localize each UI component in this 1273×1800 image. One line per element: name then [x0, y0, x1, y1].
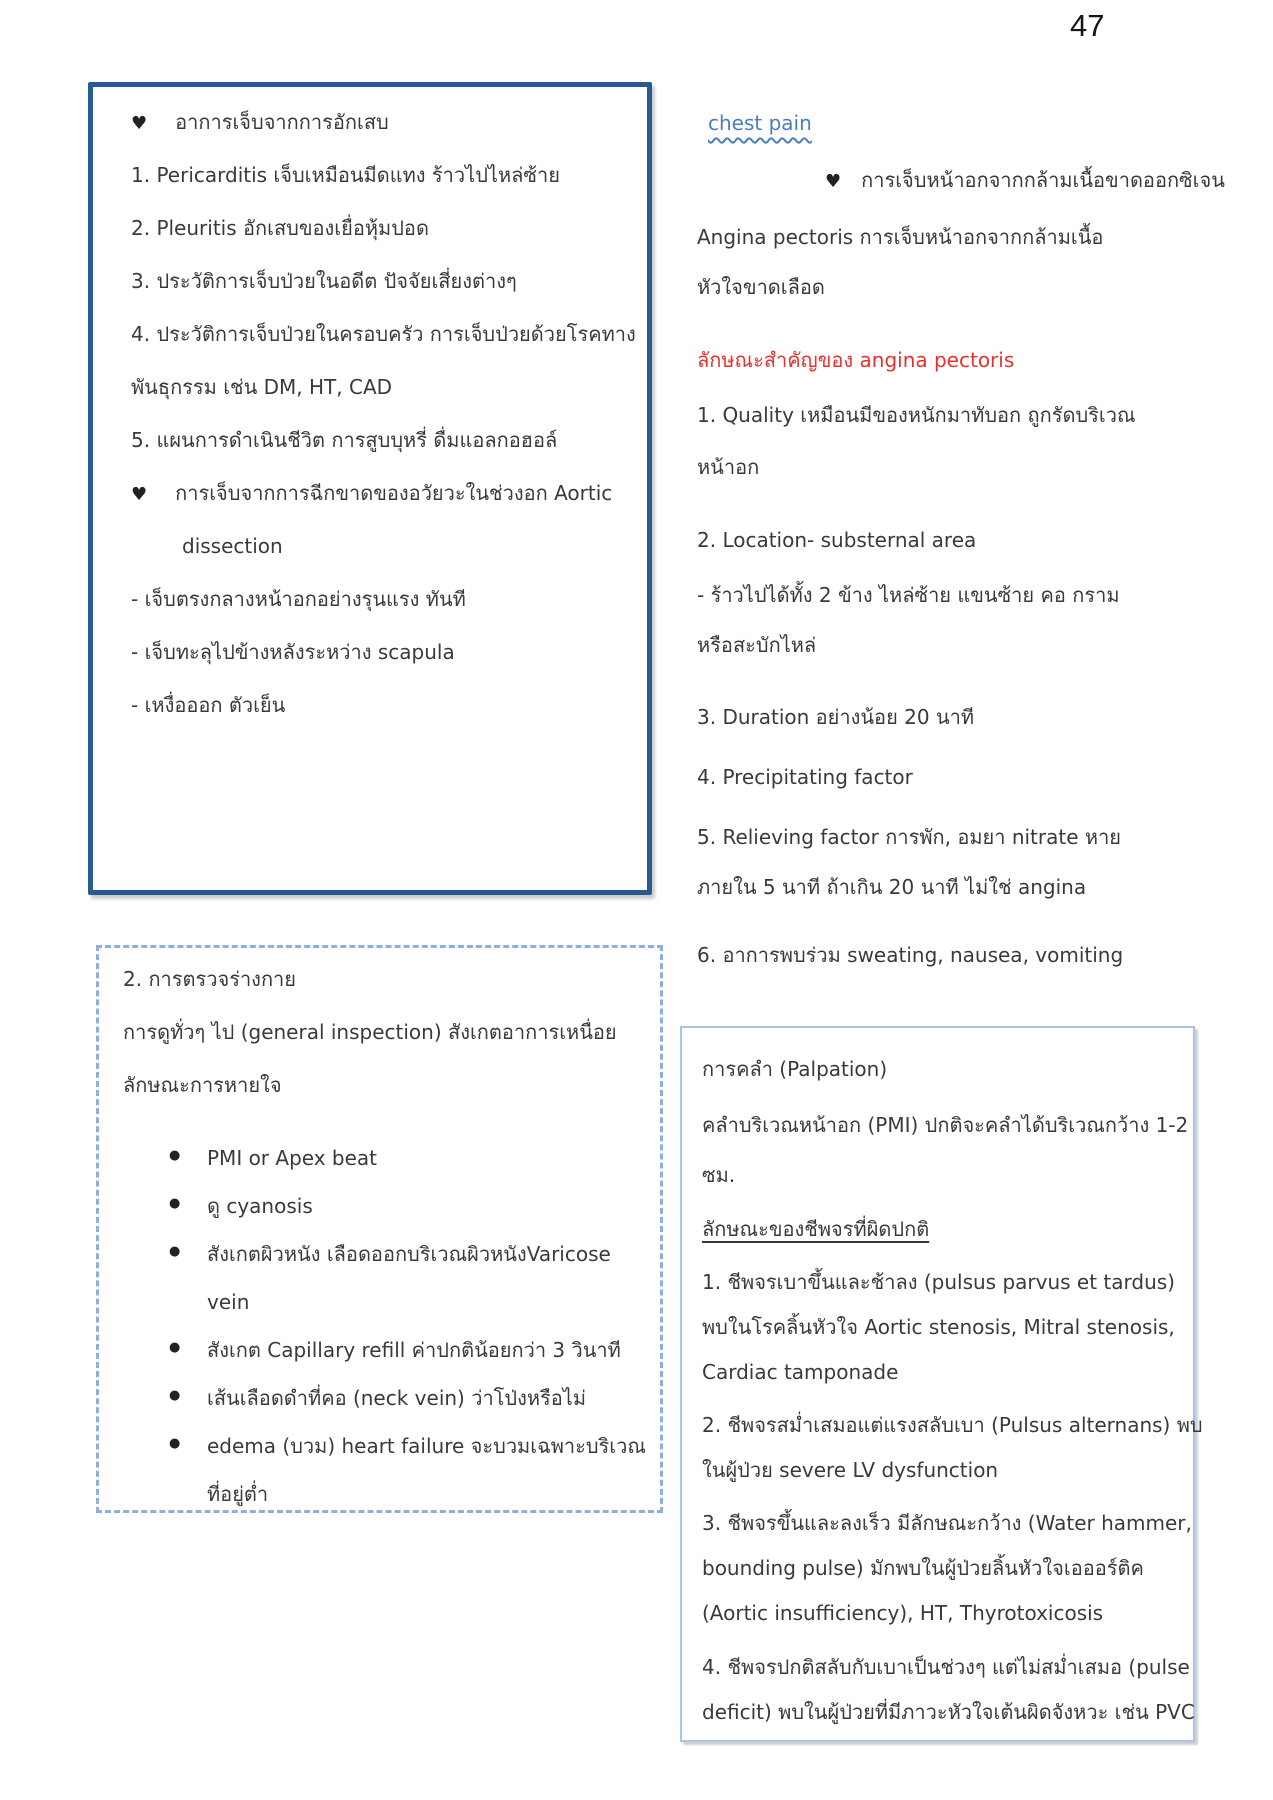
list-item-text: เส้นเลือดดำที่คอ (neck vein) ว่าโป่งหรือไม่: [207, 1386, 587, 1410]
text-line: 2. Location- substernal area: [697, 528, 977, 552]
list-item: [123, 1431, 654, 1479]
list-item: [123, 1143, 654, 1191]
list-item-text: PMI or Apex beat: [207, 1146, 378, 1170]
heart-bullet-line: [825, 165, 1225, 197]
list-item: [123, 1239, 654, 1287]
text-line: หรือสะบักไหล่: [697, 633, 817, 657]
text-line: dissection: [182, 534, 283, 558]
physical-exam-box: [96, 945, 663, 1513]
list-item-continuation: vein: [207, 1290, 250, 1314]
heart-bullet-icon: ♥: [131, 113, 148, 134]
text-line: พันธุกรรม เช่น DM, HT, CAD: [131, 375, 393, 399]
inflammation-pain-box: [88, 82, 652, 895]
text-line: 4. Precipitating factor: [697, 765, 913, 789]
text-line: ในผู้ป่วย severe LV dysfunction: [702, 1458, 999, 1482]
text-line: (Aortic insufficiency), HT, Thyrotoxicosis: [702, 1601, 1104, 1625]
text-line: หัวใจขาดเลือด: [697, 275, 825, 299]
text-line: - เหงื่อออก ตัวเย็น: [131, 693, 286, 717]
heart-bullet-icon: ♥: [131, 484, 148, 505]
text-line: 4. ประวัติการเจ็บป่วยในครอบครัว การเจ็บป่วยด้วยโรคทาง: [131, 322, 636, 346]
text-line: Angina pectoris การเจ็บหน้าอกจากกล้ามเนื้อ: [697, 225, 1104, 249]
palpation-title: การคลำ (Palpation): [702, 1057, 888, 1081]
text-line: 2. ชีพจรสม่ำเสมอแต่แรงสลับเบา (Pulsus alternans) พบ: [702, 1413, 1203, 1437]
text-line: คลำบริเวณหน้าอก (PMI) ปกติจะคลำได้บริเวณกว้าง 1-2: [702, 1113, 1189, 1137]
angina-heading: ลักษณะสำคัญของ angina pectoris: [697, 348, 1015, 372]
list-item: [123, 1191, 654, 1239]
bullet-icon: ●: [169, 1196, 181, 1211]
text-line: 1. Quality เหมือนมีของหนักมาทับอก ถูกรัดบริเวณ: [697, 403, 1136, 427]
box-heading-text: อาการเจ็บจากการอักเสบ: [175, 110, 389, 134]
text-line: bounding pulse) มักพบในผู้ป่วยลิ้นหัวใจเอออร์ติค: [702, 1556, 1144, 1580]
list-item-text: ดู cyanosis: [207, 1194, 313, 1218]
list-item-text: สังเกตผิวหนัง เลือดออกบริเวณผิวหนังVaricose: [207, 1242, 611, 1266]
bullet-icon: ●: [169, 1388, 181, 1403]
text-line: 4. ชีพจรปกติสลับกับเบาเป็นช่วงๆ แต่ไม่สม่ำเสมอ (pulse: [702, 1655, 1190, 1679]
text-line: การดูทั่วๆ ไป (general inspection) สังเกตอาการเหนื่อย: [123, 1020, 617, 1044]
palpation-box: [680, 1026, 1203, 1742]
bullet-icon: ●: [169, 1244, 181, 1259]
chest-pain-link[interactable]: chest pain: [708, 111, 812, 135]
text-line: - ร้าวไปได้ทั้ง 2 ข้าง ไหล่ซ้าย แขนซ้าย คอ กราม: [697, 583, 1120, 607]
bullet-icon: ●: [169, 1340, 181, 1355]
abnormal-pulse-subheading: ลักษณะของชีพจรที่ผิดปกติ: [702, 1217, 930, 1241]
text-line: 2. Pleuritis อักเสบของเยื่อหุ้มปอด: [131, 216, 429, 240]
bullet-icon: ●: [169, 1148, 181, 1163]
text-line: 3. Duration อย่างน้อย 20 นาที: [697, 705, 975, 729]
text-line: deficit) พบในผู้ป่วยที่มีภาวะหัวใจเต้นผิดจังหวะ เช่น PVC: [702, 1700, 1195, 1724]
text-line: 5. Relieving factor การพัก, อมยา nitrate หาย: [697, 825, 1122, 849]
heart-bullet-icon: ♥: [825, 171, 842, 192]
text-line: 6. อาการพบร่วม sweating, nausea, vomiting: [697, 943, 1124, 967]
list-item: [123, 1335, 654, 1383]
list-item-text: สังเกต Capillary refill ค่าปกติน้อยกว่า 3 วินาที: [207, 1338, 621, 1362]
text-line: 3. ชีพจรขึ้นและลงเร็ว มีลักษณะกว้าง (Water hammer,: [702, 1511, 1192, 1535]
text-line: พบในโรคลิ้นหัวใจ Aortic stenosis, Mitral stenosis,: [702, 1315, 1175, 1339]
text-line: - เจ็บตรงกลางหน้าอกอย่างรุนแรง ทันที: [131, 587, 466, 611]
box-subheading: [131, 478, 639, 531]
page-number: 47: [1070, 8, 1105, 43]
list-item: [123, 1383, 654, 1431]
section-title: 2. การตรวจร่างกาย: [123, 967, 296, 991]
text-line: ลักษณะการหายใจ: [123, 1073, 282, 1097]
text-line: 3. ประวัติการเจ็บป่วยในอดีต ปัจจัยเสี่ยงต่างๆ: [131, 269, 517, 293]
text-line: 1. ชีพจรเบาขึ้นและช้าลง (pulsus parvus et tardus): [702, 1270, 1175, 1294]
text-line: - เจ็บทะลุไปข้างหลังระหว่าง scapula: [131, 640, 455, 664]
text-line: การเจ็บหน้าอกจากกล้ามเนื้อขาดออกซิเจน: [861, 168, 1225, 192]
text-line: ซม.: [702, 1163, 736, 1187]
box-heading: [131, 107, 639, 160]
list-item-text: edema (บวม) heart failure จะบวมเฉพาะบริเวณ: [207, 1434, 646, 1458]
text-line: ภายใน 5 นาที ถ้าเกิน 20 นาที ไม่ใช่ angina: [697, 875, 1087, 899]
text-line: 5. แผนการดำเนินชีวิต การสูบบุหรี่ ดื่มแอลกอฮอล์: [131, 428, 558, 452]
list-item-continuation: ที่อยู่ต่ำ: [207, 1482, 269, 1506]
text-line: 1. Pericarditis เจ็บเหมือนมีดแทง ร้าวไปไหล่ซ้าย: [131, 163, 560, 187]
box-subheading-text: การเจ็บจากการฉีกขาดของอวัยวะในช่วงอก Aortic: [175, 481, 613, 505]
bullet-icon: ●: [169, 1436, 181, 1451]
text-line: หน้าอก: [697, 455, 760, 479]
text-line: Cardiac tamponade: [702, 1360, 899, 1384]
spacer: [123, 1123, 654, 1143]
